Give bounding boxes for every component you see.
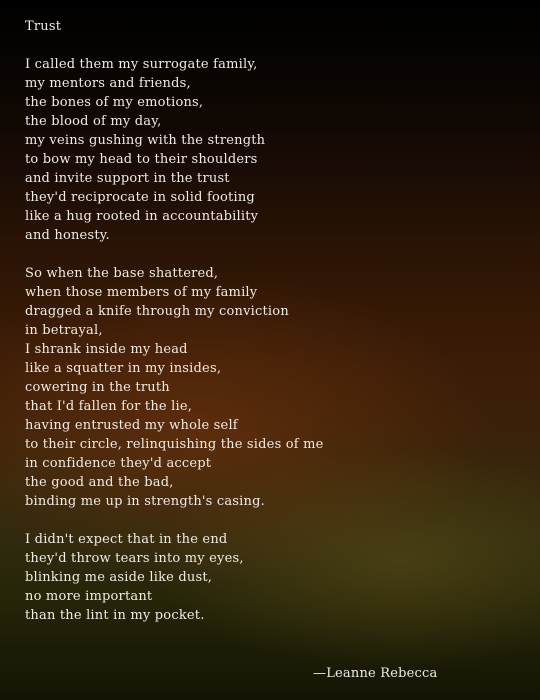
- poem-line: like a hug rooted in accountability: [25, 209, 259, 224]
- poem-line: and honesty.: [25, 228, 110, 243]
- poem-line: the good and the bad,: [25, 475, 174, 490]
- stanza-3: [25, 530, 525, 625]
- poem-line: I shrank inside my head: [25, 342, 188, 357]
- poem-line: in betrayal,: [25, 323, 103, 338]
- poem-line: I called them my surrogate family,: [25, 57, 258, 72]
- poem: [25, 17, 525, 644]
- poem-line: than the lint in my pocket.: [25, 608, 205, 623]
- stanza-1: [25, 55, 525, 245]
- poem-line: no more important: [25, 589, 153, 604]
- poem-author: —Leanne Rebecca: [313, 666, 438, 681]
- poem-line: my mentors and friends,: [25, 76, 191, 91]
- poem-line: when those members of my family: [25, 285, 258, 300]
- poem-line: to their circle, relinquishing the sides of me: [25, 437, 324, 452]
- poem-line: to bow my head to their shoulders: [25, 152, 258, 167]
- poem-line: they'd reciprocate in solid footing: [25, 190, 255, 205]
- poem-line: blinking me aside like dust,: [25, 570, 213, 585]
- poem-line: like a squatter in my insides,: [25, 361, 222, 376]
- poem-line: I didn't expect that in the end: [25, 532, 228, 547]
- poem-line: dragged a knife through my conviction: [25, 304, 289, 319]
- poem-line: the blood of my day,: [25, 114, 162, 129]
- poem-line: that I'd fallen for the lie,: [25, 399, 193, 414]
- poem-line: having entrusted my whole self: [25, 418, 238, 433]
- poem-line: the bones of my emotions,: [25, 95, 204, 110]
- poem-line: So when the base shattered,: [25, 266, 219, 281]
- poem-line: and invite support in the trust: [25, 171, 230, 186]
- stanza-2: [25, 264, 525, 511]
- poem-line: binding me up in strength's casing.: [25, 494, 265, 509]
- poem-line: my veins gushing with the strength: [25, 133, 266, 148]
- poem-line: in confidence they'd accept: [25, 456, 212, 471]
- poem-line: they'd throw tears into my eyes,: [25, 551, 244, 566]
- poem-title: Trust: [25, 19, 62, 34]
- poem-line: cowering in the truth: [25, 380, 170, 395]
